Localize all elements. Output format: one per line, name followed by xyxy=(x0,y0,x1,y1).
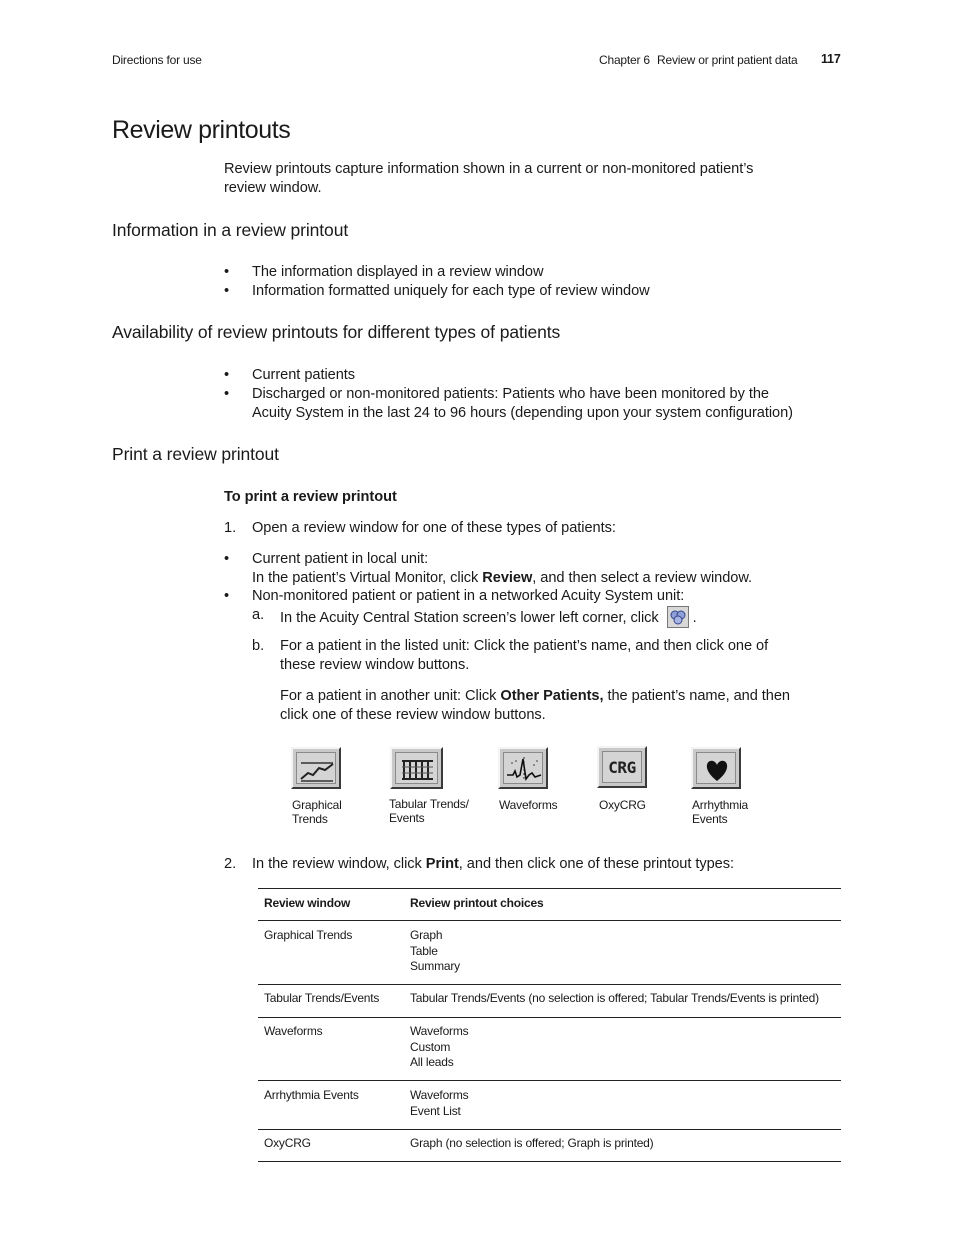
table-row xyxy=(258,1130,841,1162)
label-line: Waveforms xyxy=(499,798,558,812)
list-item-text xyxy=(252,550,844,588)
intro-line-1: Review printouts capture information shown in a current or non-monitored patient’s xyxy=(224,161,754,177)
column-header: Review window xyxy=(264,896,351,910)
section-heading-availability: Availability of review printouts for different types of patients xyxy=(112,322,561,342)
table-cell xyxy=(410,985,841,1018)
list-item-text: Current patients xyxy=(252,367,356,383)
bullet-dot: • xyxy=(224,367,230,383)
label-line: OxyCRG xyxy=(599,798,646,812)
running-header-left: Directions for use xyxy=(112,53,202,67)
arrhythmia-events-label xyxy=(692,798,748,826)
other-unit-paragraph xyxy=(280,687,790,725)
text-run: , and then select a review window. xyxy=(532,570,753,586)
running-header-section: Review or print patient data xyxy=(657,53,798,67)
text-run: In the review window, click xyxy=(252,856,426,872)
paragraph-line: click one of these review window buttons. xyxy=(280,707,546,723)
bullet-dot: • xyxy=(224,386,230,402)
table-cell: Arrhythmia Events xyxy=(264,1088,359,1102)
oxycrg-button[interactable] xyxy=(597,746,647,788)
step-2-text xyxy=(252,855,734,874)
list-item-text xyxy=(252,385,844,423)
graphical-trends-button[interactable] xyxy=(291,747,341,789)
step-number-1: 1. xyxy=(224,520,237,536)
choice-item: Table xyxy=(410,943,438,958)
table-cell xyxy=(410,1018,841,1081)
heart-icon xyxy=(696,752,736,784)
table-cell: Graphical Trends xyxy=(264,928,353,942)
choice-item: Custom xyxy=(410,1039,451,1054)
other-patients-command: Other Patients, xyxy=(500,688,604,704)
table-cell: Tabular Trends/Events xyxy=(264,991,380,1005)
waveforms-icon xyxy=(503,752,543,784)
label-line: Trends xyxy=(292,812,328,826)
choice-item: All leads xyxy=(410,1055,454,1069)
section-heading-information: Information in a review printout xyxy=(112,220,349,240)
table-row xyxy=(258,1018,841,1081)
table-cell: OxyCRG xyxy=(264,1136,311,1150)
oxycrg-label xyxy=(599,798,646,812)
text-run: In the Acuity Central Station screen’s lower left corner, click xyxy=(280,610,659,626)
choice-item: Summary xyxy=(410,959,460,973)
paragraph-line xyxy=(280,687,790,706)
running-header-chapter: Chapter 6 xyxy=(599,53,650,67)
column-header: Review printout choices xyxy=(410,896,544,910)
choice-item: Graph (no selection is offered; Graph is printed) xyxy=(410,1136,654,1150)
page-number: 117 xyxy=(821,52,841,66)
choice-item: Event List xyxy=(410,1103,461,1118)
text-run: In the patient’s Virtual Monitor, click xyxy=(252,570,483,586)
label-line: Graphical xyxy=(292,798,342,812)
table-row xyxy=(258,921,841,985)
table-row xyxy=(258,985,841,1018)
label-line: Events xyxy=(389,811,425,825)
substep-line: For a patient in the listed unit: Click the patient’s name, and then click one of xyxy=(280,638,769,654)
graphical-trends-label xyxy=(292,798,342,826)
list-item-line: Acuity System in the last 24 to 96 hours (depending upon your system configuration) xyxy=(252,405,793,421)
table-cell xyxy=(410,1130,841,1162)
substep-label-b: b. xyxy=(252,638,265,654)
substep-line: these review window buttons. xyxy=(280,657,470,673)
text-run: , and then click one of these printout types: xyxy=(458,856,734,872)
bullet-dot: • xyxy=(224,283,230,299)
substep-label-a: a. xyxy=(252,607,265,623)
list-item-line: Discharged or non-monitored patients: Patients who have been monitored by the xyxy=(252,386,769,402)
procedure-title: To print a review printout xyxy=(224,489,397,505)
section-heading-print: Print a review printout xyxy=(112,444,279,464)
text-run: . xyxy=(692,610,697,626)
graphical-trends-icon xyxy=(296,752,336,784)
choice-item: Waveforms xyxy=(410,1024,469,1038)
table-cell xyxy=(410,921,841,985)
page-title: Review printouts xyxy=(112,116,291,144)
tabular-trends-label xyxy=(389,797,469,825)
substep-a-text xyxy=(280,606,697,628)
table-row xyxy=(258,1081,841,1130)
intro-line-2: review window. xyxy=(224,180,322,196)
waveforms-label xyxy=(499,798,557,812)
bullet-dot: • xyxy=(224,551,230,567)
label-line: Tabular Trends/ xyxy=(389,797,469,811)
list-item-text: The information displayed in a review window xyxy=(252,264,544,280)
step-number-2: 2. xyxy=(224,856,237,872)
label-line: Arrhythmia xyxy=(692,798,749,812)
review-command: Review xyxy=(482,570,533,586)
printout-choices-table xyxy=(258,888,841,1162)
intro-paragraph xyxy=(224,160,753,198)
list-item-line: Current patient in local unit: xyxy=(252,551,429,567)
choice-item: Graph xyxy=(410,928,443,942)
bullet-dot: • xyxy=(224,264,230,280)
other-patients-icon[interactable] xyxy=(667,606,689,628)
print-command: Print xyxy=(425,856,459,872)
text-run: the patient’s name, and then xyxy=(603,688,791,704)
list-item-text: Information formatted uniquely for each type of review window xyxy=(252,283,650,299)
table-cell xyxy=(410,1081,841,1130)
choice-item: Waveforms xyxy=(410,1088,469,1102)
tabular-trends-button[interactable] xyxy=(390,747,443,789)
arrhythmia-events-button[interactable] xyxy=(691,747,741,789)
text-run: For a patient in another unit: Click xyxy=(280,688,501,704)
table-cell: Waveforms xyxy=(264,1024,323,1038)
tabular-trends-icon xyxy=(395,752,438,784)
bullet-dot: • xyxy=(224,588,230,604)
oxycrg-icon xyxy=(602,751,642,783)
table-header-row xyxy=(258,889,841,921)
label-line: Events xyxy=(692,812,728,826)
oxycrg-icon-text: CRG xyxy=(608,757,636,777)
substep-b-text xyxy=(280,637,768,675)
waveforms-button[interactable] xyxy=(498,747,548,789)
choice-item: Tabular Trends/Events (no selection is offered; Tabular Trends/Events is printed) xyxy=(410,991,819,1005)
list-item-line xyxy=(252,569,844,588)
step-1-text: Open a review window for one of these types of patients: xyxy=(252,520,616,536)
list-item-text: Non-monitored patient or patient in a networked Acuity System unit: xyxy=(252,588,685,604)
